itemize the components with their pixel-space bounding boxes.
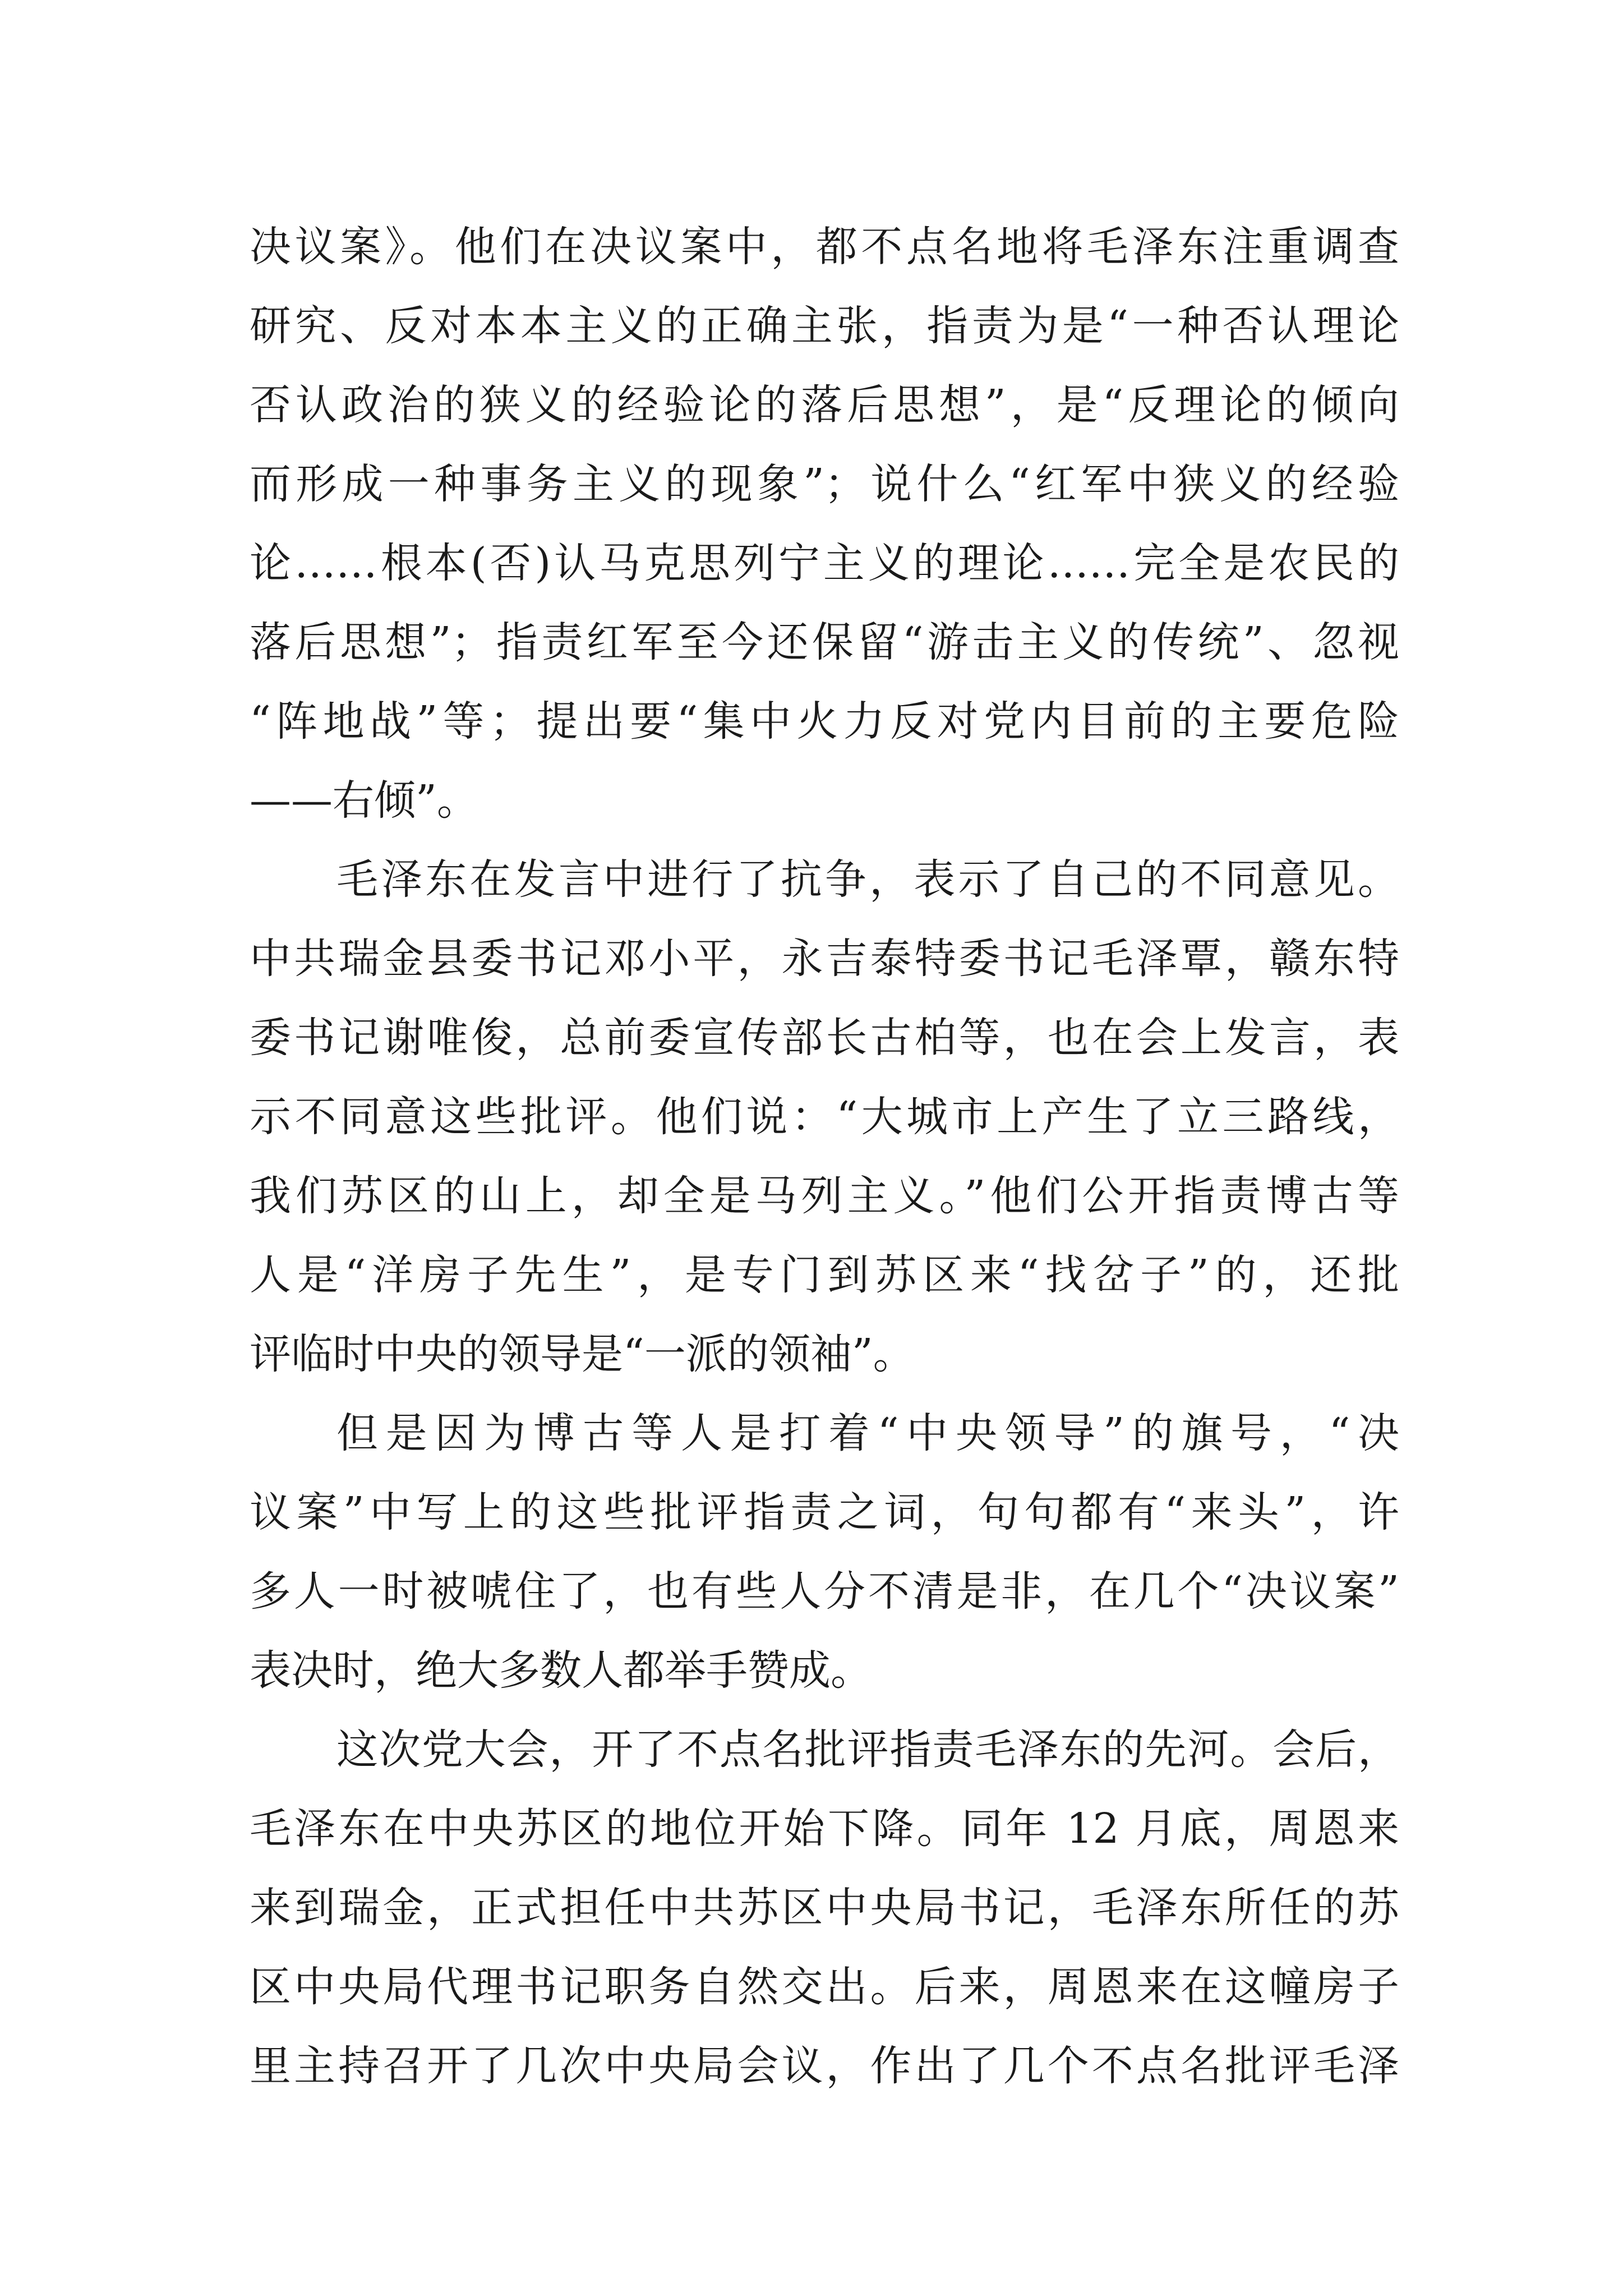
text-line: 议案”中写上的这些批评指责之词，句句都有“来头”，许 bbox=[250, 1488, 1399, 1536]
text-line: ——右倾”。 bbox=[250, 776, 478, 825]
text-line: 示不同意这些批评。他们说：“大城市上产生了立三路线， bbox=[250, 1093, 1399, 1141]
text-line: 毛泽东在发言中进行了抗争，表示了自己的不同意见。 bbox=[336, 855, 1399, 904]
text-line: 委书记谢唯俊，总前委宣传部长古柏等，也在会上发言，表 bbox=[250, 1014, 1399, 1062]
text-line: 毛泽东在中央苏区的地位开始下降。同年 12 月底，周恩来 bbox=[250, 1805, 1399, 1853]
text-line: 研究、反对本本主义的正确主张，指责为是“一种否认理论 bbox=[250, 302, 1399, 350]
text-line: 中共瑞金县委书记邓小平，永吉泰特委书记毛泽覃，赣东特 bbox=[250, 935, 1399, 983]
body-text bbox=[250, 208, 1399, 2106]
text-line: 表决时，绝大多数人都举手赞成。 bbox=[250, 1646, 872, 1695]
text-line: 区中央局代理书记职务自然交出。后来，周恩来在这幢房子 bbox=[250, 1963, 1399, 2011]
text-line: 多人一时被唬住了，也有些人分不清是非，在几个“决议案” bbox=[250, 1567, 1399, 1616]
text-line: 否认政治的狭义的经验论的落后思想”，是“反理论的倾向 bbox=[250, 381, 1399, 429]
text-line: 我们苏区的山上，却全是马列主义。”他们公开指责博古等 bbox=[250, 1172, 1399, 1220]
paragraph bbox=[250, 1394, 1399, 1710]
text-line: 里主持召开了几次中央局会议，作出了几个不点名批评毛泽 bbox=[250, 2042, 1399, 2090]
text-line: 而形成一种事务主义的现象”；说什么“红军中狭义的经验 bbox=[250, 460, 1399, 508]
text-line: 但是因为博古等人是打着“中央领导”的旗号，“决 bbox=[336, 1409, 1399, 1457]
paragraph bbox=[250, 840, 1399, 1394]
paragraph bbox=[250, 208, 1399, 840]
text-line: 落后思想”；指责红军至今还保留“游击主义的传统”、忽视 bbox=[250, 618, 1399, 666]
text-line: 这次党大会，开了不点名批评指责毛泽东的先河。会后， bbox=[336, 1726, 1399, 1774]
text-line: 人是“洋房子先生”，是专门到苏区来“找岔子”的，还批 bbox=[250, 1251, 1399, 1299]
text-line: 评临时中央的领导是“一派的领袖”。 bbox=[250, 1330, 915, 1378]
paragraph bbox=[250, 1710, 1399, 2106]
text-line: 来到瑞金，正式担任中共苏区中央局书记，毛泽东所任的苏 bbox=[250, 1884, 1399, 1932]
text-line: 决议案》。他们在决议案中，都不点名地将毛泽东注重调查 bbox=[250, 223, 1399, 271]
text-line: 论……根本(否)认马克思列宁主义的理论……完全是农民的 bbox=[250, 539, 1399, 587]
text-line: “阵地战”等；提出要“集中火力反对党内目前的主要危险 bbox=[250, 697, 1399, 746]
